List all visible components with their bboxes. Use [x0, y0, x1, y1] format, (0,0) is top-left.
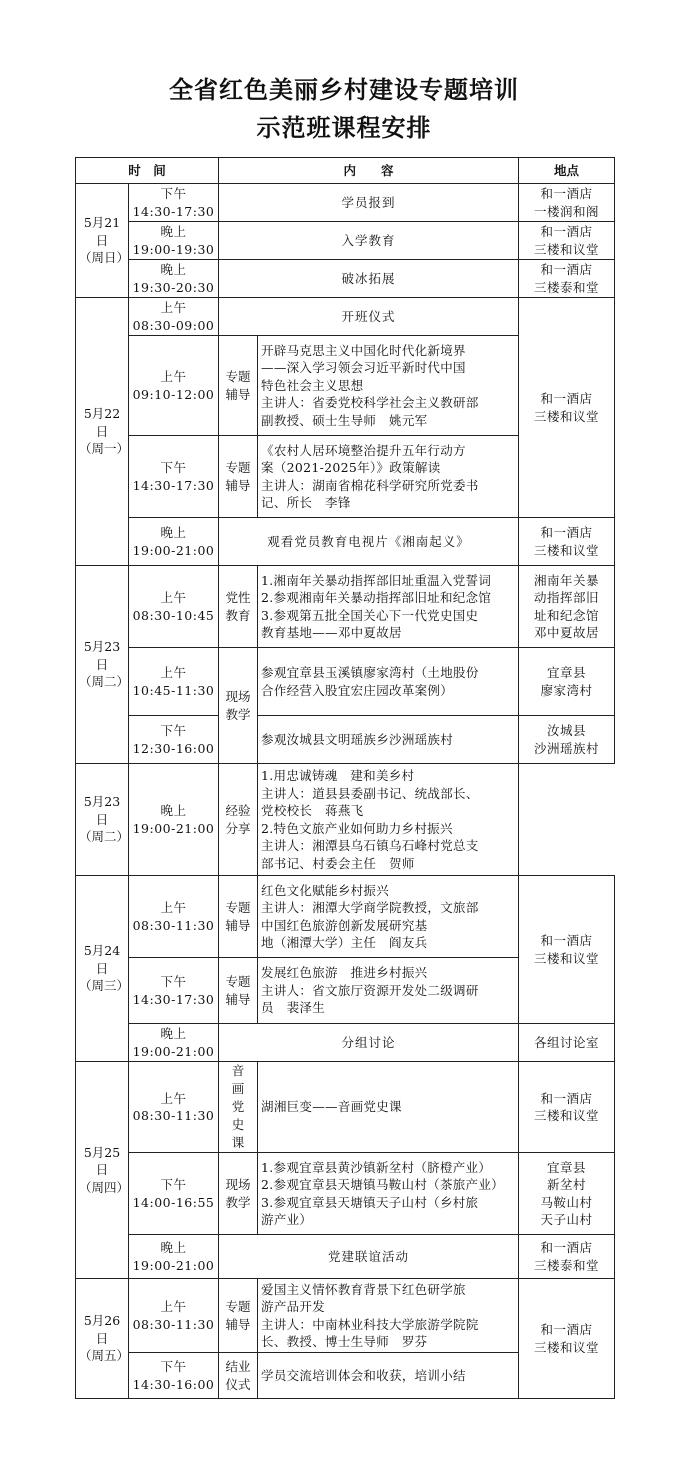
session-period: 晚上 — [160, 803, 187, 818]
session-type-text: 专题辅导 — [225, 899, 251, 933]
session-time: 08:30-10:45 — [132, 607, 215, 623]
session-location — [519, 716, 615, 764]
session-type — [219, 1279, 258, 1353]
text-line: 1.用忠诚铸魂 建和美乡村 — [261, 768, 415, 783]
session-time-cell — [129, 648, 219, 716]
session-type-text: 现场教学 — [225, 688, 251, 722]
text-line: 和一酒店 — [540, 1240, 593, 1255]
day-weekday: （周二） — [79, 674, 130, 690]
session-location — [519, 876, 615, 1024]
session-period: 上午 — [160, 900, 187, 915]
text-line: 3.参观第五批全国关心下一代党史国史 — [261, 607, 479, 623]
text-line: 2.特色文旅产业如何助力乡村振兴 — [261, 820, 453, 836]
session-type-text: 专题辅导 — [225, 459, 251, 493]
header-content: 内 容 — [219, 158, 519, 184]
session-location — [519, 1024, 615, 1062]
text-line: 学员报到 — [341, 194, 396, 210]
text-line: 湖湘巨变——音画党史课 — [261, 1099, 402, 1115]
session-type — [219, 1353, 258, 1399]
session-content — [258, 648, 519, 716]
text-line: 发展红色旅游 推进乡村振兴 — [261, 965, 428, 981]
session-time-cell — [129, 298, 219, 336]
session-period: 下午 — [160, 723, 187, 738]
table-row — [76, 518, 615, 566]
session-type — [219, 958, 258, 1024]
session-period: 上午 — [160, 590, 187, 605]
text-line: 主讲人：湘潭县乌石镇乌石峰村党总支 — [261, 838, 479, 853]
day-date: 5月23日 — [83, 639, 121, 672]
text-line: 邓中夏故居 — [534, 625, 600, 640]
session-type-text: 现场教学 — [225, 1176, 251, 1210]
session-content — [258, 566, 519, 648]
session-time: 19:00-21:00 — [132, 1043, 215, 1059]
table-row — [76, 716, 615, 764]
text-line: 入学教育 — [341, 232, 396, 248]
session-period: 上午 — [160, 665, 187, 680]
text-line: 宜章县 — [547, 665, 587, 680]
text-line: 动指挥部旧 — [534, 590, 600, 605]
session-time: 14:30-17:30 — [132, 991, 215, 1007]
session-location — [519, 566, 615, 648]
text-line: 党建联谊活动 — [328, 1248, 410, 1264]
text-line: 破冰拓展 — [341, 270, 396, 286]
day-weekday: （周三） — [79, 978, 130, 994]
text-line: 参观汝城县文明瑶族乡沙洲瑶族村 — [261, 731, 454, 747]
text-line: 和一酒店 — [540, 224, 593, 239]
session-type — [219, 336, 258, 436]
session-type — [219, 1062, 258, 1153]
text-line: 2.参观湘南年关暴动指挥部旧址和纪念馆 — [261, 590, 492, 605]
session-time-cell — [129, 1235, 219, 1279]
session-location — [519, 648, 615, 716]
session-time: 14:00-16:55 — [132, 1194, 215, 1210]
session-content — [258, 1279, 519, 1353]
session-time: 10:45-11:30 — [132, 682, 215, 698]
text-line: 和一酒店 — [540, 1322, 593, 1337]
schedule-table — [75, 157, 615, 1399]
session-time: 19:00-21:00 — [132, 1257, 215, 1273]
day-cell — [76, 1279, 129, 1399]
document-title-line1: 全省红色美丽乡村建设专题培训 — [169, 76, 519, 104]
text-line: 宜章县 — [547, 1159, 587, 1175]
session-content — [258, 336, 519, 436]
text-line: 《农村人居环境整治提升五年行动方 — [261, 442, 466, 458]
text-line: 开班仪式 — [341, 308, 396, 324]
text-line: 主讲人：中南林业科技大学旅游学院院 — [261, 1316, 479, 1332]
session-type-text: 音画党史课 — [231, 1063, 245, 1150]
table-row — [76, 764, 615, 876]
session-location — [519, 1062, 615, 1153]
table-row — [76, 1235, 615, 1279]
text-line: 主讲人：道县县委副书记、统战部长、 — [261, 785, 479, 801]
session-content — [219, 298, 519, 336]
text-line: 分组讨论 — [341, 1034, 396, 1050]
session-time: 19:00-21:00 — [132, 820, 215, 836]
day-date: 5月22日 — [83, 406, 121, 439]
text-line: 三楼和议堂 — [534, 1339, 600, 1355]
session-location — [519, 298, 615, 518]
text-line: 部书记、村委会主任 贺师 — [261, 855, 415, 871]
session-time: 14:30-16:00 — [132, 1376, 215, 1392]
text-line: 开辟马克思主义中国化时代化新境界 — [261, 342, 466, 358]
session-time: 09:10-12:00 — [132, 386, 215, 402]
session-time: 12:30-16:00 — [132, 740, 215, 756]
day-weekday: （周二） — [79, 829, 130, 845]
session-type — [219, 436, 258, 518]
session-period: 下午 — [160, 974, 187, 989]
session-location — [519, 1153, 615, 1235]
table-row — [76, 876, 615, 958]
session-time-cell — [129, 260, 219, 298]
session-time-cell — [129, 958, 219, 1024]
session-period: 下午 — [160, 1359, 187, 1374]
session-period: 晚上 — [160, 525, 187, 540]
session-time-cell — [129, 436, 219, 518]
text-line: 合作经营入股宜宏庄园改革案例） — [261, 682, 454, 698]
table-row — [76, 222, 615, 260]
session-time-cell — [129, 222, 219, 260]
table-row — [76, 260, 615, 298]
text-line: 汝城县 — [547, 723, 587, 738]
day-weekday: （周日） — [79, 250, 130, 266]
session-time-cell — [129, 336, 219, 436]
session-time: 14:30-17:30 — [132, 477, 215, 493]
text-line: 三楼和议堂 — [534, 408, 600, 424]
session-time: 08:30-11:30 — [132, 1316, 215, 1332]
text-line: 教育基地——邓中夏故居 — [261, 625, 402, 640]
session-content — [219, 1024, 519, 1062]
session-period: 晚上 — [160, 1240, 187, 1255]
header-location: 地点 — [519, 158, 615, 184]
session-period: 上午 — [160, 369, 187, 384]
session-type — [219, 566, 258, 648]
session-content — [219, 260, 519, 298]
text-line: 主讲人：湘潭大学商学院教授，文旅部 — [261, 900, 479, 915]
table-row — [76, 184, 615, 222]
day-weekday: （周四） — [79, 1179, 130, 1195]
session-content — [258, 1062, 519, 1153]
text-line: 和一酒店 — [540, 933, 593, 948]
text-line: 参观宜章县玉溪镇廖家湾村（土地股份 — [261, 665, 479, 680]
session-time: 08:30-11:30 — [132, 917, 215, 933]
session-time: 19:30-20:30 — [132, 279, 215, 295]
text-line: 三楼和议堂 — [534, 1108, 600, 1123]
session-time-cell — [129, 1279, 219, 1353]
text-line: 沙洲瑶族村 — [534, 740, 600, 756]
session-time-cell — [129, 184, 219, 222]
text-line: 三楼泰和堂 — [534, 1257, 600, 1273]
session-time-cell — [129, 876, 219, 958]
session-period: 上午 — [160, 300, 187, 315]
text-line: 天子山村 — [540, 1212, 593, 1227]
session-content — [258, 1353, 519, 1399]
header-time: 时 间 — [76, 158, 219, 184]
session-period: 晚上 — [160, 262, 187, 277]
text-line: 1.湘南年关暴动指挥部旧址重温入党誓词 — [261, 572, 492, 588]
session-time: 19:00-21:00 — [132, 542, 215, 558]
text-line: 特色社会主义思想 — [261, 377, 364, 393]
day-cell — [76, 566, 129, 764]
session-location — [519, 184, 615, 222]
session-content — [219, 1235, 519, 1279]
text-line: ——深入学习领会习近平新时代中国 — [261, 360, 466, 376]
session-content — [219, 222, 519, 260]
session-type-text: 专题辅导 — [225, 1298, 251, 1332]
table-row — [76, 1153, 615, 1235]
text-line: 游产业） — [261, 1212, 313, 1227]
session-type — [219, 648, 258, 764]
session-time: 14:30-17:30 — [132, 203, 215, 219]
text-line: 和一酒店 — [540, 391, 593, 406]
text-line: 爱国主义情怀教育背景下红色研学旅 — [261, 1281, 466, 1297]
session-type — [219, 1153, 258, 1235]
text-line: 红色文化赋能乡村振兴 — [261, 882, 390, 898]
table-row — [76, 648, 615, 716]
text-line: 和一酒店 — [540, 525, 593, 540]
day-cell — [76, 876, 129, 1062]
session-location — [519, 1279, 615, 1399]
session-location — [519, 518, 615, 566]
text-line: 长、教授、博士生导师 罗芬 — [261, 1334, 428, 1349]
session-time: 08:30-11:30 — [132, 1108, 215, 1123]
session-content — [258, 436, 519, 518]
document-title-line2: 示范班课程安排 — [256, 114, 432, 142]
text-line: 员 裴泽生 — [261, 1000, 326, 1016]
day-cell — [76, 1062, 129, 1279]
text-line: 和一酒店 — [540, 262, 593, 277]
text-line: 三楼泰和堂 — [534, 279, 600, 295]
session-period: 晚上 — [160, 224, 187, 239]
text-line: 廖家湾村 — [540, 682, 593, 698]
session-content — [258, 764, 519, 876]
session-type — [219, 876, 258, 958]
text-line: 观看党员教育电视片《湘南起义》 — [267, 533, 470, 549]
session-type-text: 经验分享 — [225, 802, 251, 836]
session-type-text: 专题辅导 — [225, 973, 251, 1007]
session-location — [519, 222, 615, 260]
session-type-text: 结业仪式 — [225, 1358, 251, 1392]
day-date: 5月24日 — [83, 943, 121, 976]
session-content — [258, 1153, 519, 1235]
day-weekday: （周一） — [79, 441, 130, 457]
session-time-cell — [129, 716, 219, 764]
text-line: 和一酒店 — [540, 1090, 593, 1106]
text-line: 新坌村 — [547, 1177, 587, 1192]
table-row — [76, 1279, 615, 1353]
session-period: 下午 — [160, 1177, 187, 1192]
session-type-text: 党性教育 — [225, 589, 251, 623]
session-period: 上午 — [160, 1090, 187, 1106]
header-row — [76, 158, 615, 184]
text-line: 游产品开发 — [261, 1299, 326, 1314]
session-time: 19:00-19:30 — [132, 241, 215, 257]
session-location — [519, 260, 615, 298]
text-line: 主讲人：省文旅厅资源开发处二级调研 — [261, 982, 479, 998]
text-line: 址和纪念馆 — [534, 607, 600, 623]
day-cell — [76, 298, 129, 566]
table-row — [76, 566, 615, 648]
day-date: 5月26日 — [83, 1313, 121, 1346]
text-line: 三楼和议堂 — [534, 241, 600, 257]
session-time: 08:30-09:00 — [132, 317, 215, 333]
session-type-text: 专题辅导 — [225, 368, 251, 402]
text-line: 湘南年关暴 — [534, 572, 600, 588]
session-content — [258, 958, 519, 1024]
session-content — [219, 184, 519, 222]
session-content — [219, 518, 519, 566]
session-period: 下午 — [160, 460, 187, 475]
table-row — [76, 298, 615, 336]
text-line: 主讲人：湖南省棉花科学研究所党委书 — [261, 477, 479, 493]
session-time-cell — [129, 518, 219, 566]
table-row — [76, 1024, 615, 1062]
session-content — [258, 876, 519, 958]
session-location — [519, 1235, 615, 1279]
session-time-cell — [129, 1062, 219, 1153]
text-line: 主讲人：省委党校科学社会主义教研部 — [261, 395, 479, 411]
text-line: 3.参观宜章县天塘镇天子山村（乡村旅 — [261, 1194, 479, 1210]
text-line: 地（湘潭大学）主任 阎友兵 — [261, 935, 428, 950]
session-type — [219, 764, 258, 876]
day-date: 5月21日 — [83, 215, 121, 248]
text-line: 2.参观宜章县天塘镇马鞍山村（茶旅产业） — [261, 1177, 504, 1192]
day-date: 5月25日 — [83, 1144, 121, 1178]
text-line: 副教授、硕士生导师 姚元军 — [261, 412, 428, 428]
text-line: 一楼润和阁 — [534, 203, 600, 219]
text-line: 案（2021-2025年）》政策解读 — [261, 460, 441, 475]
session-time-cell — [129, 764, 219, 876]
text-line: 中国红色旅游创新发展研究基 — [261, 917, 428, 933]
text-line: 党校校长 蒋燕飞 — [261, 803, 364, 818]
text-line: 记、所长 李锋 — [261, 495, 351, 510]
table-row — [76, 1062, 615, 1153]
text-line: 学员交流培训体会和收获，培训小结 — [261, 1367, 466, 1383]
session-period: 晚上 — [160, 1026, 187, 1041]
session-time-cell — [129, 1353, 219, 1399]
day-weekday: （周五） — [79, 1348, 130, 1364]
day-date: 5月23日 — [83, 794, 121, 827]
text-line: 1.参观宜章县黄沙镇新坌村（脐橙产业） — [261, 1159, 492, 1175]
session-period: 上午 — [160, 1299, 187, 1314]
session-time-cell — [129, 566, 219, 648]
text-line: 各组讨论室 — [534, 1034, 600, 1050]
text-line: 三楼和议堂 — [534, 950, 600, 966]
text-line: 三楼和议堂 — [534, 542, 600, 558]
text-line: 和一酒店 — [540, 186, 593, 201]
day-cell — [76, 184, 129, 298]
session-time-cell — [129, 1153, 219, 1235]
session-period: 下午 — [160, 186, 187, 201]
day-cell — [76, 764, 129, 876]
session-content — [258, 716, 519, 764]
session-time-cell — [129, 1024, 219, 1062]
text-line: 马鞍山村 — [540, 1194, 593, 1210]
